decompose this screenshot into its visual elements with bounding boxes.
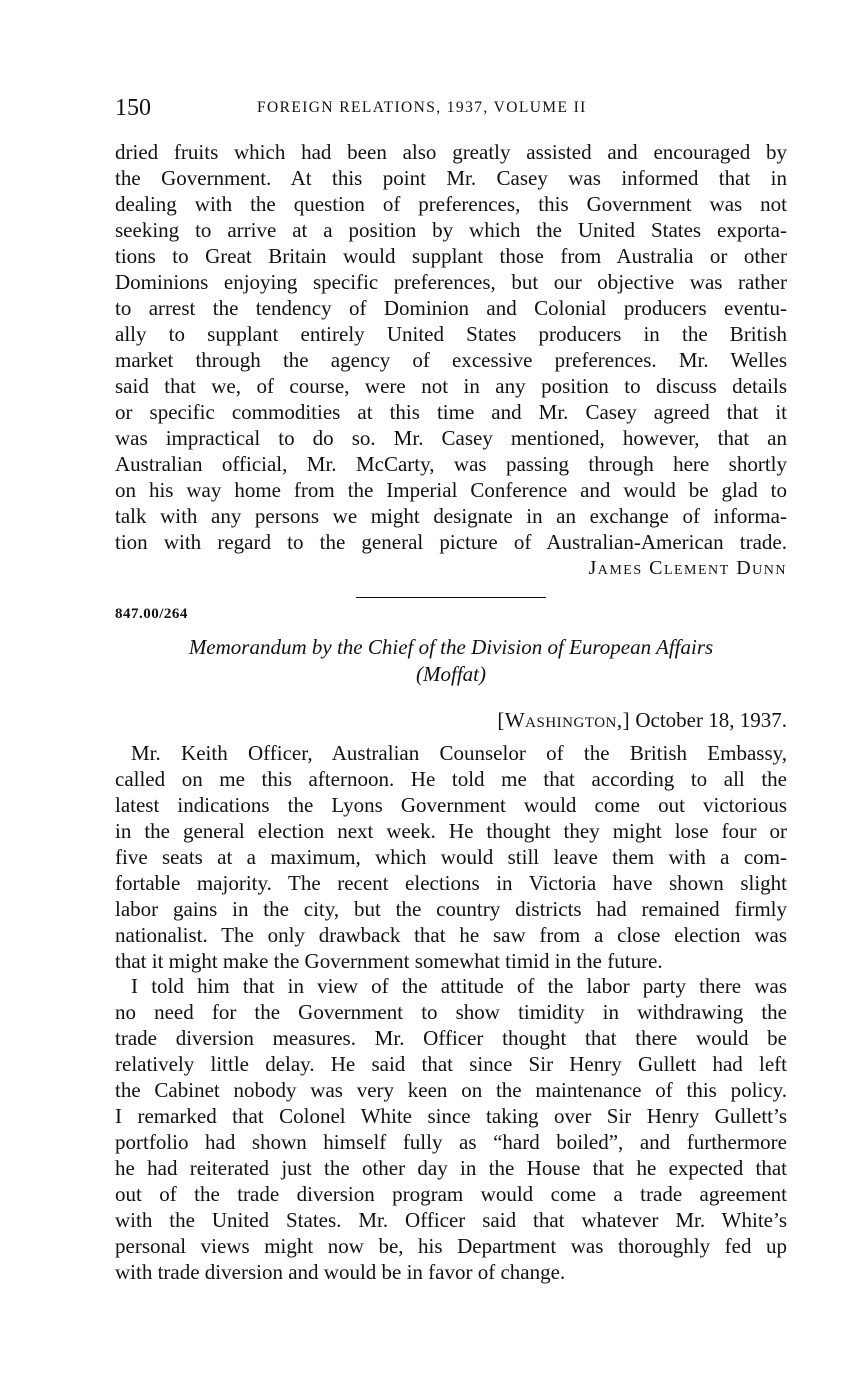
continuation-paragraph [115,139,787,555]
text-line: seeking to arrive at a position by which the United States exporta- [115,218,787,242]
text-line: said that we, of course, were not in any position to discuss details [115,374,787,398]
text-line: trade diversion measures. Mr. Officer thought that there would be [115,1026,787,1050]
memo-paragraph-2 [115,973,787,1285]
file-number: 847.00/264 [115,606,188,622]
text-line: market through the agency of excessive preferences. Mr. Welles [115,348,787,372]
text-line: five seats at a maximum, which would still leave them with a com- [115,845,787,869]
text-line: dried fruits which had been also greatly assisted and encouraged by [115,140,787,164]
text-line: portfolio had shown himself fully as “hard boiled”, and furthermore [115,1130,787,1154]
text-line: the Cabinet nobody was very keen on the maintenance of this policy. [115,1078,787,1102]
dateline [115,706,787,734]
text-line: with trade diversion and would be in favor of change. [115,1260,566,1284]
text-line: latest indications the Lyons Government would come out victorious [115,793,787,817]
text-line: I told him that in view of the attitude of the labor party there was [131,974,787,998]
text-line: ally to supplant entirely United States producers in the British [115,322,787,346]
text-line: I remarked that Colonel White since taking over Sir Henry Gullett’s [115,1104,787,1128]
text-line: that it might make the Government somewhat timid in the future. [115,949,663,973]
text-line: in the general election next week. He thought they might lose four or [115,819,787,843]
text-line: was impractical to do so. Mr. Casey mentioned, however, that an [115,426,787,450]
dateline-date: October 18, 1937. [635,708,787,732]
memo-title-line: (Moffat) [416,662,486,686]
text-line: labor gains in the city, but the country districts had remained firmly [115,897,787,921]
text-line: Dominions enjoying specific preferences, but our objective was rather [115,270,787,294]
page-header [115,93,787,123]
text-line: relatively little delay. He said that since Sir Henry Gullett had left [115,1052,787,1076]
text-line: Mr. Keith Officer, Australian Counselor of the British Embassy, [131,741,787,765]
text-line: on his way home from the Imperial Conference and would be glad to [115,478,787,502]
text-line: with the United States. Mr. Officer said that whatever Mr. White’s [115,1208,787,1232]
text-line: nationalist. The only drawback that he saw from a close election was [115,923,787,947]
text-line: to arrest the tendency of Dominion and Colonial producers eventu- [115,296,787,320]
page-number: 150 [115,95,151,121]
text-line: tion with regard to the general picture of Australian-American trade. [115,530,787,554]
memo-title [115,634,787,688]
text-line: tions to Great Britain would supplant those from Australia or other [115,244,787,268]
text-line: personal views might now be, his Department was thoroughly fed up [115,1234,787,1258]
signature: James Clement Dunn [588,557,787,579]
section-divider [356,597,546,598]
memo-title-line: Memorandum by the Chief of the Division of European Affairs [188,635,714,659]
text-line: the Government. At this point Mr. Casey was informed that in [115,166,787,190]
text-line: talk with any persons we might designate in an exchange of informa- [115,504,787,528]
text-line: no need for the Government to show timidity in withdrawing the [115,1000,787,1024]
text-line: called on me this afternoon. He told me that according to all the [115,767,787,791]
text-line: he had reiterated just the other day in the House that he expected that [115,1156,787,1180]
text-line: out of the trade diversion program would come a trade agreement [115,1182,787,1206]
running-head: FOREIGN RELATIONS, 1937, VOLUME II [257,99,587,116]
text-line: dealing with the question of preferences, this Government was not [115,192,787,216]
text-line: fortable majority. The recent elections in Victoria have shown slight [115,871,787,895]
text-line: or specific commodities at this time and Mr. Casey agreed that it [115,400,787,424]
dateline-place: [Washington,] [497,708,631,732]
text-line: Australian official, Mr. McCarty, was passing through here shortly [115,452,787,476]
memo-paragraph-1 [115,740,787,974]
